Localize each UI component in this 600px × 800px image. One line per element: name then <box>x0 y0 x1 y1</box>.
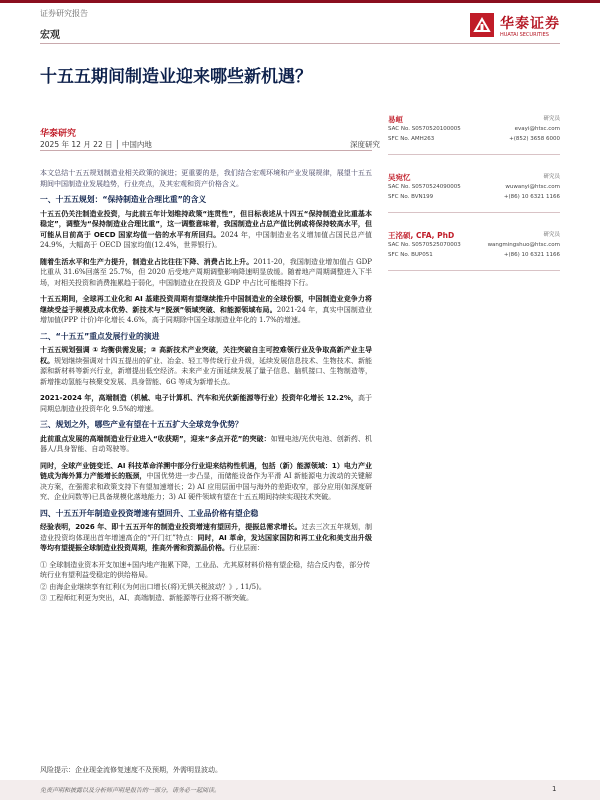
key-point: 十五五规划强调 ① 均衡供需发展；② 高新技术产业突破，关注突破自主可控难领行业及争取高新产业主导权。 <box>40 346 372 365</box>
analyst-email[interactable]: wuwanyi@htsc.com <box>505 184 560 190</box>
meta-divider <box>40 150 372 151</box>
analyst-card <box>388 230 560 288</box>
paragraph-text: 2021-24 年，真实中国制造业增加值(PPP 计价)年化增长 4.6%，高于同期除中国全球制造业年化的 1.7%的增速。 <box>40 305 373 324</box>
analyst-phone: +(852) 3658 6000 <box>509 136 560 142</box>
analyst-divider <box>388 154 560 155</box>
header-divider <box>40 43 560 44</box>
section-label: 宏观 <box>40 30 60 41</box>
research-org: 华泰研究 <box>40 129 77 139</box>
intro-paragraph: 本文总结十五五规划制造业相关政策的演进；更重要的是，我们结合宏观环境和产业发展规律，展望十五五期间中国制造业发展趋势，行业亮点，及其宏观和资产价格含义。 <box>40 169 372 188</box>
analyst-name: 易峘 <box>388 115 403 124</box>
disclaimer-note: 免责声明和披露以及分析师声明是报告的一部分，请务必一起阅读。 <box>40 787 221 794</box>
key-point: 十五五仍关注制造业投资，与此前五年计划维持政策“连贯性”，但目标表述从十四五“保持制造业比重基本稳定”，调整为“保持制造业合理比重”，这一调整意味着，我国制造业占总产值比例或将保持较高水平，但可能从目前高于 OECD 国家均值一倍的水平有所回归。 <box>40 209 372 239</box>
paragraph <box>40 257 372 289</box>
paragraph-text: 2011-20，我国制造业增加值占 GDP 比重从 31.6%回落至 25.7%，但 2020 后受地产周期调整影响降速明显放缓。随着地产周期调整进入下半场，对相关投资和消费拖累趋于弱化，中国制造业在投资及 GDP 中占比可能维持下行。 <box>40 257 372 287</box>
analyst-email[interactable]: evayi@htsc.com <box>514 126 560 132</box>
analyst-phone: +(86) 10 6321 1166 <box>503 252 560 258</box>
report-title: 十五五期间制造业迎来哪些新机遇？ <box>40 67 312 87</box>
analyst-role: 研究员 <box>543 116 560 122</box>
paragraph <box>40 209 372 251</box>
section-heading-4: 四、十五五开年制造业投资增速有望回升、工业品价格有望企稳 <box>40 508 259 518</box>
key-point: 2021-2024 年，高端制造（机械、电子计算机、汽车和光伏新能源等行业）投资年化增长 12.2%， <box>40 394 358 402</box>
analyst-card <box>388 172 560 230</box>
report-category: 深度研究 <box>350 140 380 149</box>
key-point: 十五五期间，全球再工业化和 AI 基建投资周期有望继续推升中国制造业的全球份额，中国制造业竞争力将继续受益于规模及成本优势、新技术与“脱颈”领域突破、和能源领域布局。 <box>40 295 372 314</box>
top-accent-bar <box>0 0 600 3</box>
paragraph <box>40 345 372 387</box>
paragraph <box>40 393 372 414</box>
report-type: 证券研究报告 <box>40 9 88 18</box>
list-item: ② 由海企业继续享有红利(《为何出口增长(将)无惧关税波动？》, 11/5)。 <box>40 582 266 591</box>
section-heading-1: 一、十五五规划：“保持制造业合理比重”的含义 <box>40 195 207 204</box>
analyst-email[interactable]: wangmingshuo@htsc.com <box>487 242 560 248</box>
key-point: 此前重点发展的高端制造业行业进入“收获期”，迎来“多点开花”的突破： <box>40 434 271 443</box>
report-body <box>40 168 372 610</box>
analyst-sfc: SFC No. BVN199 <box>388 194 434 200</box>
analyst-sfc: SFC No. BUP051 <box>388 252 433 258</box>
key-point: 随着生活水平和生产力提升，制造业占比往往下降、消费占比上升。 <box>40 257 254 266</box>
sector-list <box>40 560 372 604</box>
list-item: ③ 工程师红利更为突出，AI、高端制造、新能源等行业将不断突破。 <box>40 594 254 602</box>
analyst-sac: SAC No. S0570524090005 <box>388 184 461 190</box>
logo-text-en: HUATAI SECURITIES <box>500 32 549 38</box>
paragraph <box>40 434 372 455</box>
paragraph <box>40 461 372 503</box>
paragraph <box>40 522 372 554</box>
risk-warning: 风险提示：企业现金流修复速度不及预期，外需明显波动。 <box>40 766 222 774</box>
paragraph-text: 高于同期总制造业投资年化 9.5%的增速。 <box>40 394 373 413</box>
paragraph-text: 行业层面： <box>229 544 264 552</box>
paragraph-text: 2024 年，中国制造业名义增加值占国民总产值 24.9%，大幅高于 OECD 国家均值(12.4%，世界银行)。 <box>40 230 372 249</box>
analyst-phone: +(86) 10 6321 1166 <box>503 194 560 200</box>
paragraph-text: 中国优势进一步凸显，而储能设备作为平滑 AI 新能源电力波动的关键解决方案，在强需求和政策支持下有望加速增长；2) AI 应用层面中国与海外的差距收窄，部分应用(如深度研究、企业问数等)已具备规模化落地能力；3) AI 硬件领域有望在十五五期间持续实现技术突破。 <box>40 472 372 501</box>
page-number: 1 <box>552 785 557 793</box>
analyst-sfc: SFC No. AMH263 <box>388 136 435 142</box>
paragraph-text: 过去三次五年规划，制造业投资均体现出首年增速高企的“开门红”特点： <box>40 523 373 542</box>
key-point: 同时，全球产业链变迁、AI 科技革命洋溯中部分行业迎来结构性机遇，包括（新）能源领域：1）电力产业链成为海外算力产能增长的瓶颈， <box>40 461 372 480</box>
analyst-name: 王洺硕, CFA, PhD <box>388 231 455 240</box>
paragraph-text: 规划继续强调对十四五提出的矿业、冶金、轻工等传统行业升级，延续发展信息技术、生物技术、新能源和新材料等新兴行业，新增提出低空经济。未来产业方面延续发展了量子信息、脑机接口、生物制造等，新增推动氢能与核聚变发展、具身智能、6G 等成为新增长点。 <box>40 356 373 386</box>
company-logo <box>470 13 590 41</box>
key-point: 同时，AI 革命，发达国家国防和再工业化和美支出升级等均有望提振全球制造业投资周期，推高外需和资源品价格。 <box>40 533 372 552</box>
section-heading-2: 二、“十五五”重点发展行业的演进 <box>40 331 160 341</box>
analyst-sac: SAC No. S0570525070003 <box>388 242 461 248</box>
analyst-divider <box>388 270 560 271</box>
analyst-role: 研究员 <box>543 174 560 180</box>
logo-text-cn: 华泰证券 <box>500 16 560 32</box>
analyst-divider <box>388 212 560 213</box>
huatai-logo-icon <box>470 13 494 37</box>
analyst-sac: SAC No. S0570520100005 <box>388 126 461 132</box>
list-item: ① 全球制造业资本开支加速+国内地产拖累下降，工业品、尤其原材料价格有望企稳，结合反内卷，部分传统行业有望利益受稳定的供给格局。 <box>40 560 371 579</box>
paragraph <box>40 294 372 326</box>
report-date: 2025 年 12 月 22 日 │ 中国内地 <box>40 140 152 149</box>
analyst-panel <box>388 114 560 288</box>
analyst-role: 研究员 <box>543 232 560 238</box>
analyst-name: 吴宛忆 <box>388 173 411 182</box>
paragraph-text: 如锂电池/光伏电池、创新药、机器人/具身智能、自动驾驶等。 <box>40 434 373 453</box>
key-point: 经验表明，2026 年、即十五五开年的制造业投资增速有望回升，提振总需求增长。 <box>40 523 302 531</box>
section-heading-3: 三、规划之外，哪些产业有望在十五五扩大全球竞争优势？ <box>40 420 243 429</box>
analyst-card <box>388 114 560 172</box>
